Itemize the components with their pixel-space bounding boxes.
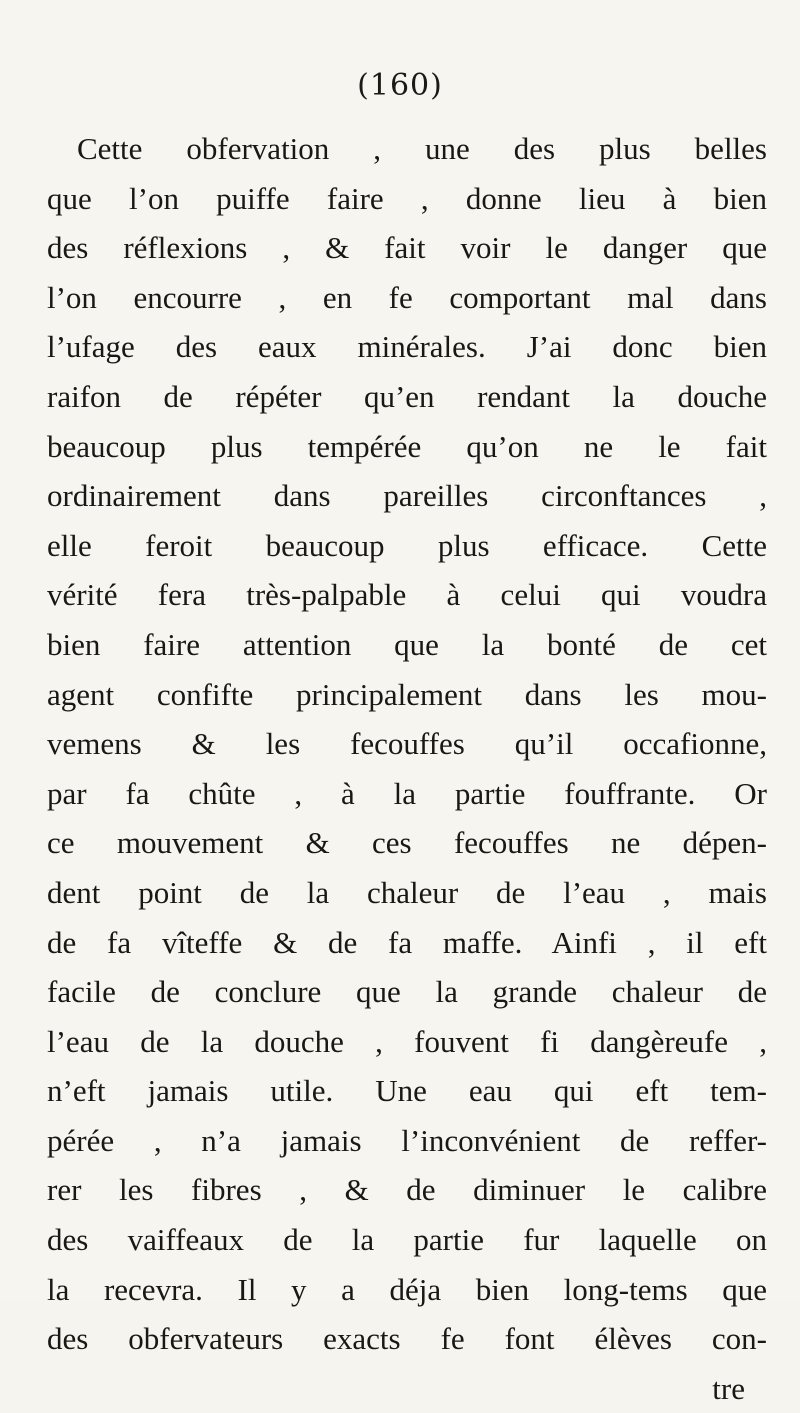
text-line: ordinairement dans pareilles circonftances , [47,478,767,514]
text-line: dent point de la chaleur de l’eau , mais [47,874,767,910]
text-line: bien faire attention que la bonté de cet [47,626,767,662]
text-line: l’ufage des eaux minérales. J’ai donc bien [47,329,767,365]
text-line: beaucoup plus tempérée qu’on ne le fait [47,428,767,464]
text-line: ce mouvement & ces fecouffes ne dépen- [47,825,767,861]
page-number: (160) [357,68,443,103]
text-line: par fa chûte , à la partie fouffrante. Or [47,775,767,811]
text-line: vemens & les fecouffes qu’il occafionne, [47,726,767,762]
text-line: des obfervateurs exacts fe font élèves con- [47,1321,767,1357]
text-line: que l’on puiffe faire , donne lieu à bien [47,180,767,216]
text-line: rer les fibres , & de diminuer le calibre [47,1172,767,1208]
text-line: pérée , n’a jamais l’inconvénient de reffer- [47,1122,767,1158]
text-line: agent confifte principalement dans les mou- [47,676,767,712]
catchword: tre [712,1370,745,1406]
text-line: l’eau de la douche , fouvent fi dangèreufe , [47,1023,767,1059]
body-text [47,124,767,1413]
text-line: raifon de répéter qu’en rendant la douche [47,378,767,414]
text-line: Cette obfervation , une des plus belles [77,131,767,166]
text-line: des réflexions , & fait voir le danger que [47,230,767,266]
text-line: facile de conclure que la grande chaleur de [47,974,767,1010]
text-line: la recevra. Il y a déja bien long-tems que [47,1271,767,1307]
text-line: l’on encourre , en fe comportant mal dans [47,279,767,315]
text-line: elle feroit beaucoup plus efficace. Cette [47,527,767,563]
text-line: de fa vîteffe & de fa maffe. Ainfi , il eft [47,924,767,960]
text-line: des vaiffeaux de la partie fur laquelle on [47,1222,767,1258]
text-line: vérité fera très-palpable à celui qui voudra [47,577,767,613]
text-line: n’eft jamais utile. Une eau qui eft tem- [47,1073,767,1109]
